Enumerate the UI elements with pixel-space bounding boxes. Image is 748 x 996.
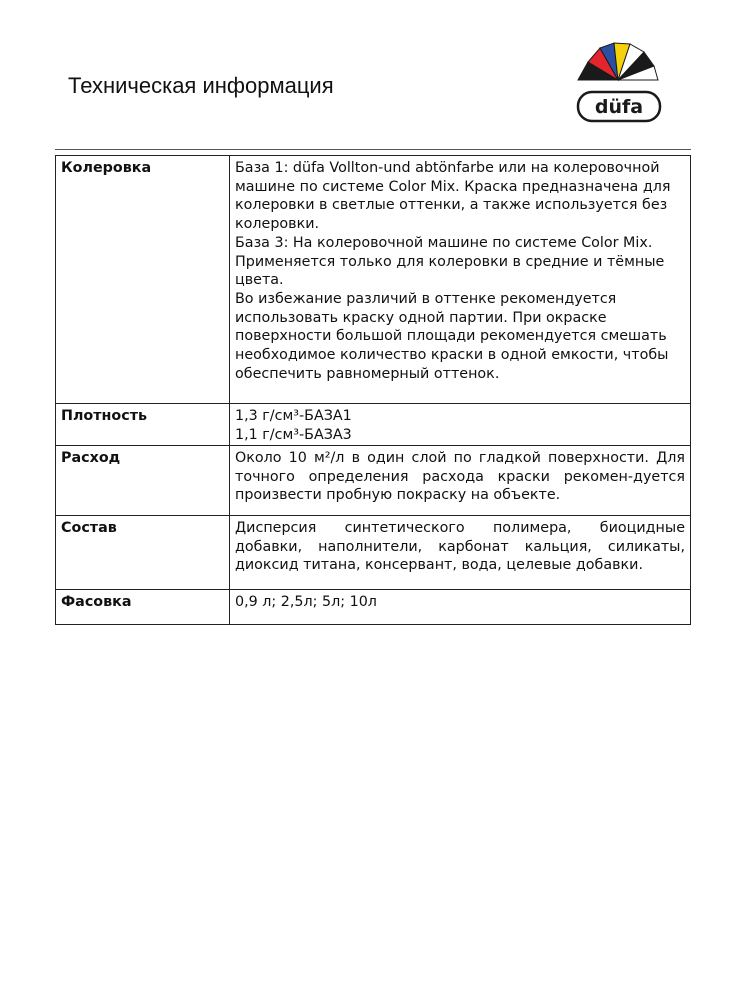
table-row — [56, 156, 691, 404]
color-fan — [578, 43, 658, 80]
composition-text: Дисперсия синтетического полимера, биоцидные добавки, наполнители, карбонат кальция, силикаты, диоксид титана, консервант, вода, целевые добавки. — [235, 520, 685, 574]
tinting-base1: База 1: düfa Vollton-und abtönfarbe или на колеровочной машине по системе Color Mix. Краска предназначена для колеровки в светлые оттенки, а также используется без колеровки. — [235, 160, 671, 233]
row-value-consumption — [230, 446, 691, 516]
row-label-density: Плотность — [56, 404, 230, 446]
table-row — [56, 590, 691, 625]
density-base1: 1,3 г/см³-БАЗА1 — [235, 408, 352, 424]
row-value-packaging — [230, 590, 691, 625]
row-label-composition: Состав — [56, 516, 230, 590]
row-value-density — [230, 404, 691, 446]
consumption-text: Около 10 м²/л в один слой по гладкой поверхности. Для точного определения расхода краски рекомен-дуется произвести пробную покраску на объекте. — [235, 450, 685, 504]
dufa-logo — [572, 40, 664, 124]
header-divider — [55, 149, 691, 150]
row-value-tinting — [230, 156, 691, 404]
packaging-text: 0,9 л; 2,5л; 5л; 10л — [235, 594, 377, 610]
page-title: Техническая информация — [68, 73, 334, 98]
table-row — [56, 446, 691, 516]
density-base3: 1,1 г/см³-БАЗА3 — [235, 426, 352, 443]
row-value-composition — [230, 516, 691, 590]
tinting-note: Во избежание различий в оттенке рекомендуется использовать краску одной партии. При окраске поверхности большой площади рекомендуется смешать необходимое количество краски в одной емкости, чтобы обеспечить равномерный оттенок. — [235, 290, 669, 382]
tinting-base3: База 3: На колеровочной машине по системе Color Mix. Применяется только для колеровки в средние и тёмные цвета. — [235, 234, 665, 289]
logo-wordmark: düfa — [594, 96, 644, 118]
row-label-packaging: Фасовка — [56, 590, 230, 625]
table-row — [56, 404, 691, 446]
row-label-consumption: Расход — [56, 446, 230, 516]
table-row — [56, 516, 691, 590]
row-label-tinting: Колеровка — [56, 156, 230, 404]
spec-table — [55, 155, 691, 625]
